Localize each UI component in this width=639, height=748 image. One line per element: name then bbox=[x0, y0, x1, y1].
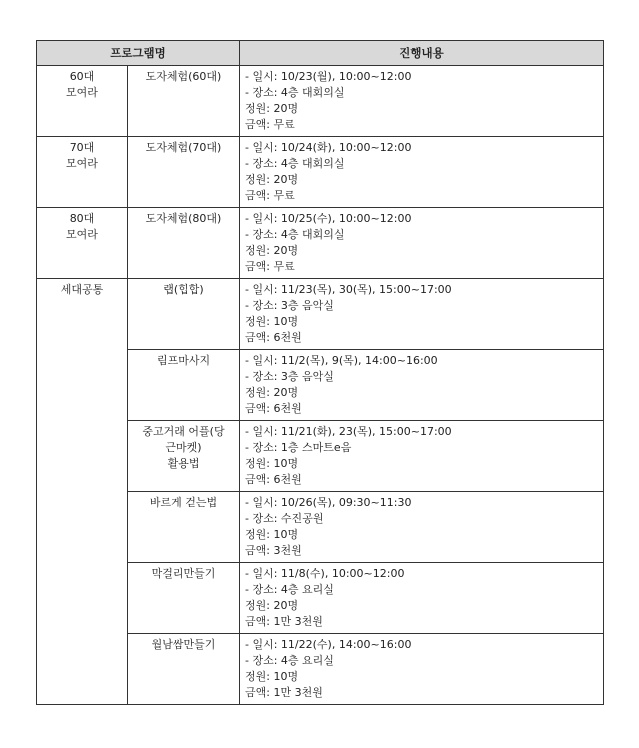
program-name-cell: 도자체험(60대) bbox=[128, 66, 240, 137]
table-row bbox=[37, 66, 604, 137]
program-name-cell: 림프마사지 bbox=[128, 350, 240, 421]
program-detail-cell bbox=[240, 208, 604, 279]
detail-line: 금액: 6천원 bbox=[245, 331, 302, 344]
group-name-cell: 60대 모여라 bbox=[37, 66, 128, 137]
detail-line: - 일시: 11/23(목), 30(목), 15:00~17:00 bbox=[245, 283, 452, 296]
program-detail-cell bbox=[240, 492, 604, 563]
detail-line: - 일시: 10/23(월), 10:00~12:00 bbox=[245, 70, 412, 83]
detail-line: 금액: 1만 3천원 bbox=[245, 686, 323, 699]
detail-line: - 일시: 10/26(목), 09:30~11:30 bbox=[245, 496, 412, 509]
detail-line: 정원: 20명 bbox=[245, 173, 299, 186]
program-detail-cell bbox=[240, 66, 604, 137]
detail-line: 금액: 6천원 bbox=[245, 402, 302, 415]
detail-line: 정원: 10명 bbox=[245, 670, 299, 683]
program-detail-cell bbox=[240, 279, 604, 350]
detail-line: 정원: 10명 bbox=[245, 457, 299, 470]
program-name-cell: 월남쌈만들기 bbox=[128, 634, 240, 705]
program-name-cell: 도자체험(80대) bbox=[128, 208, 240, 279]
detail-line: 금액: 무료 bbox=[245, 260, 295, 273]
table-row bbox=[37, 137, 604, 208]
detail-line: - 일시: 11/21(화), 23(목), 15:00~17:00 bbox=[245, 425, 452, 438]
program-name-cell: 바르게 걷는법 bbox=[128, 492, 240, 563]
program-name-cell: 랩(힙합) bbox=[128, 279, 240, 350]
detail-line: 정원: 20명 bbox=[245, 244, 299, 257]
detail-line: - 일시: 11/22(수), 14:00~16:00 bbox=[245, 638, 412, 651]
detail-line: - 장소: 4층 대회의실 bbox=[245, 86, 345, 99]
detail-line: - 장소: 1층 스마트e음 bbox=[245, 441, 352, 454]
header-program-content: 진행내용 bbox=[240, 41, 604, 66]
detail-line: 금액: 1만 3천원 bbox=[245, 615, 323, 628]
detail-line: 정원: 20명 bbox=[245, 599, 299, 612]
group-name-cell: 세대공통 bbox=[37, 279, 128, 705]
detail-line: - 장소: 4층 대회의실 bbox=[245, 228, 345, 241]
program-name-cell: 도자체험(70대) bbox=[128, 137, 240, 208]
table-body bbox=[37, 66, 604, 705]
header-program-name: 프로그램명 bbox=[37, 41, 240, 66]
detail-line: - 일시: 11/2(목), 9(목), 14:00~16:00 bbox=[245, 354, 438, 367]
detail-line: 정원: 20명 bbox=[245, 102, 299, 115]
detail-line: 금액: 6천원 bbox=[245, 473, 302, 486]
table-row bbox=[37, 208, 604, 279]
program-detail-cell bbox=[240, 563, 604, 634]
detail-line: - 장소: 3층 음악실 bbox=[245, 370, 334, 383]
detail-line: - 장소: 4층 대회의실 bbox=[245, 157, 345, 170]
table-row bbox=[37, 279, 604, 350]
detail-line: - 일시: 10/25(수), 10:00~12:00 bbox=[245, 212, 412, 225]
program-detail-cell bbox=[240, 137, 604, 208]
program-name-cell: 막걸리만들기 bbox=[128, 563, 240, 634]
program-name-cell: 중고거래 어플(당 근마켓) 활용법 bbox=[128, 421, 240, 492]
detail-line: - 장소: 4층 요리실 bbox=[245, 654, 334, 667]
program-detail-cell bbox=[240, 350, 604, 421]
program-table bbox=[36, 40, 604, 705]
detail-line: - 장소: 3층 음악실 bbox=[245, 299, 334, 312]
detail-line: 정원: 10명 bbox=[245, 528, 299, 541]
detail-line: - 장소: 수진공원 bbox=[245, 512, 324, 525]
detail-line: 금액: 무료 bbox=[245, 118, 295, 131]
detail-line: - 일시: 11/8(수), 10:00~12:00 bbox=[245, 567, 405, 580]
group-name-cell: 80대 모여라 bbox=[37, 208, 128, 279]
header-row bbox=[37, 41, 604, 66]
detail-line: 금액: 3천원 bbox=[245, 544, 302, 557]
detail-line: 금액: 무료 bbox=[245, 189, 295, 202]
group-name-cell: 70대 모여라 bbox=[37, 137, 128, 208]
detail-line: - 장소: 4층 요리실 bbox=[245, 583, 334, 596]
detail-line: 정원: 10명 bbox=[245, 315, 299, 328]
detail-line: 정원: 20명 bbox=[245, 386, 299, 399]
detail-line: - 일시: 10/24(화), 10:00~12:00 bbox=[245, 141, 412, 154]
program-detail-cell bbox=[240, 634, 604, 705]
program-detail-cell bbox=[240, 421, 604, 492]
